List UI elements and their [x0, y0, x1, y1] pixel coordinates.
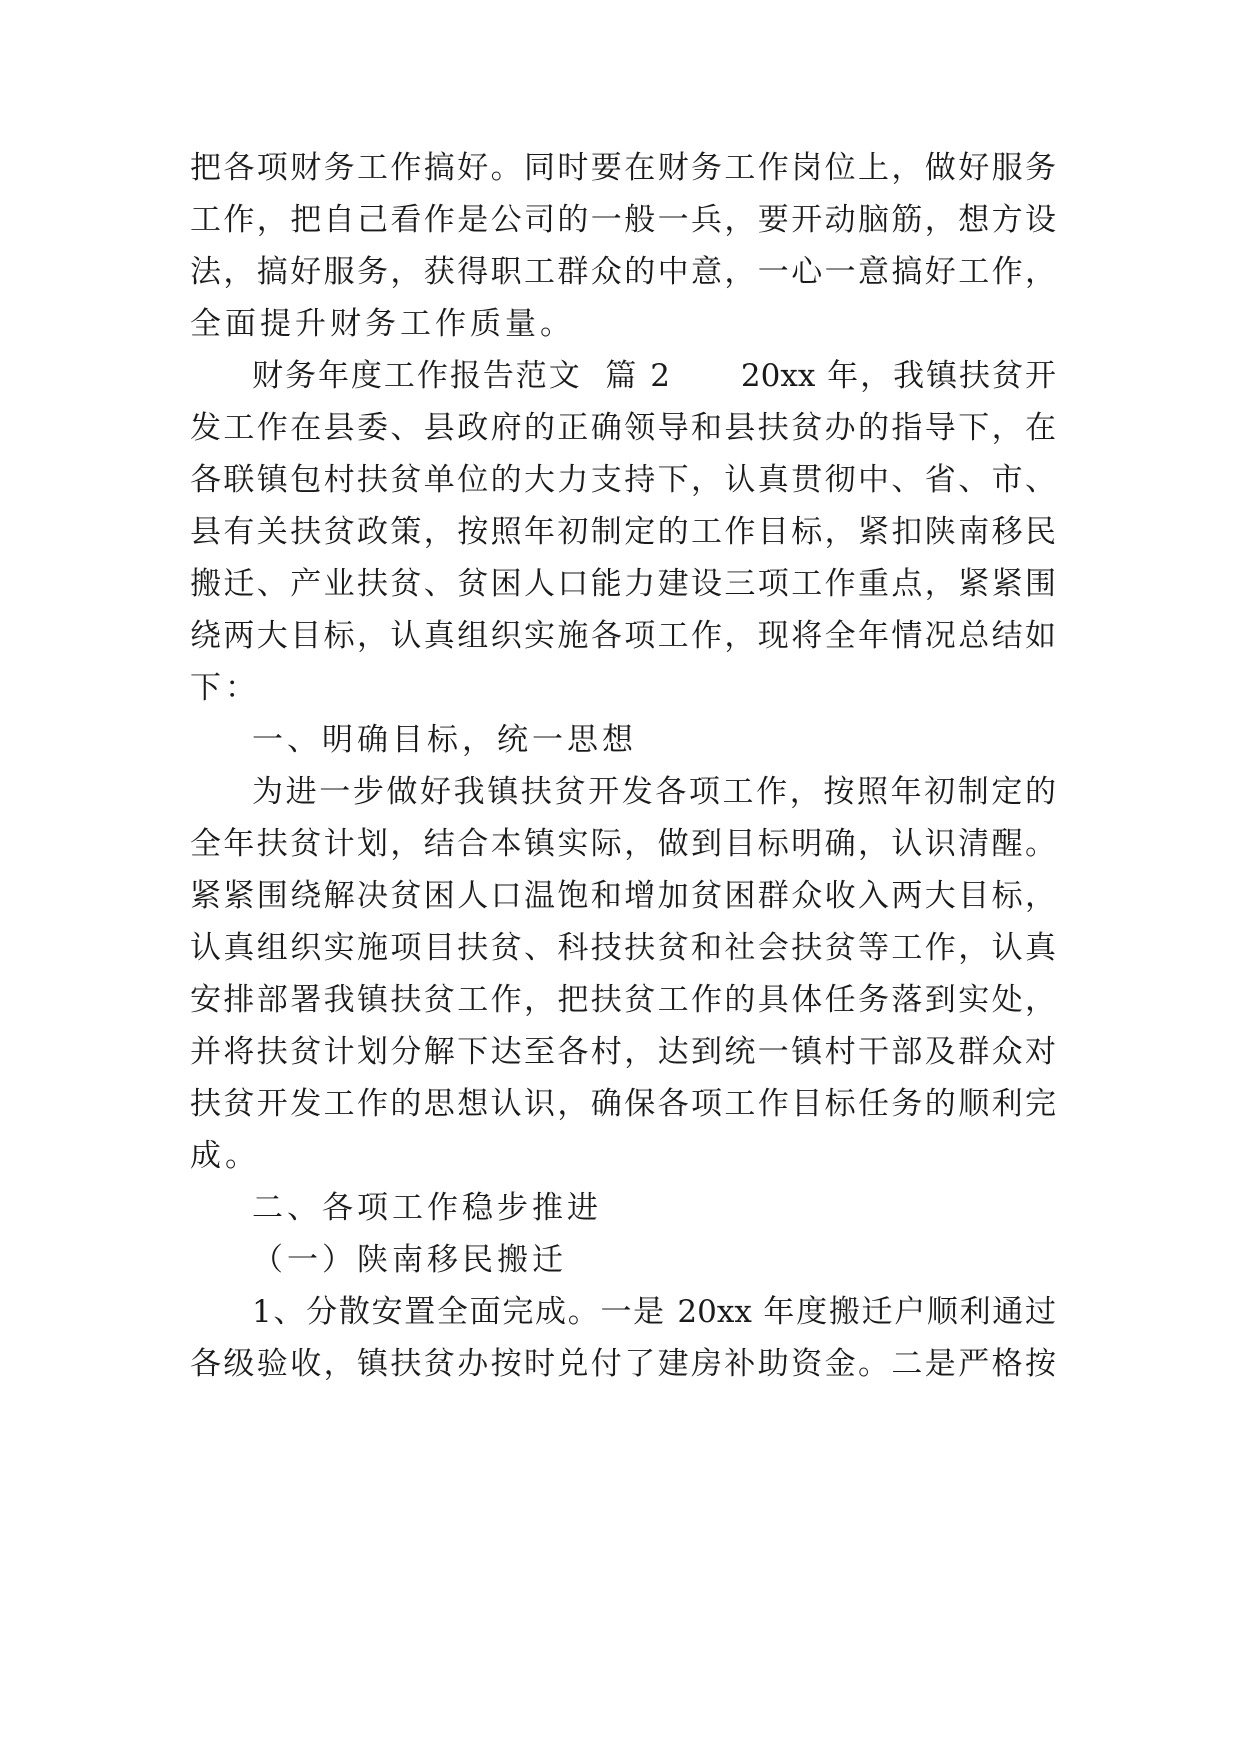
text-line: 成。 — [190, 1138, 260, 1174]
text-line: 搬迁、产业扶贫、贫困人口能力建设三项工作重点，紧紧围 — [190, 566, 1056, 602]
text-line: 工作，把自己看作是公司的一般一兵，要开动脑筋，想方设 — [190, 202, 1056, 238]
text-line: 为进一步做好我镇扶贫开发各项工作，按照年初制定的 — [252, 774, 1056, 810]
section-heading: 二、各项工作稳步推进 — [252, 1190, 602, 1226]
text-line: 绕两大目标，认真组织实施各项工作，现将全年情况总结如 — [190, 618, 1056, 654]
text-line: 各级验收，镇扶贫办按时兑付了建房补助资金。二是严格按 — [190, 1346, 1056, 1382]
text-line: 法，搞好服务，获得职工群众的中意，一心一意搞好工作， — [190, 254, 1056, 290]
text-line: 认真组织实施项目扶贫、科技扶贫和社会扶贫等工作，认真 — [190, 930, 1056, 966]
text-line: 全年扶贫计划，结合本镇实际，做到目标明确，认识清醒。 — [190, 826, 1056, 862]
section-heading: 一、明确目标，统一思想 — [252, 722, 637, 758]
text-line: 下： — [190, 670, 260, 706]
text-line: 紧紧围绕解决贫困人口温饱和增加贫困群众收入两大目标， — [190, 878, 1056, 914]
text-line: 并将扶贫计划分解下达至各村，达到统一镇村干部及群众对 — [190, 1034, 1056, 1070]
section-heading-line: 财务年度工作报告范文 篇 2 20xx 年，我镇扶贫开 — [252, 358, 1056, 394]
text-line: 全面提升财务工作质量。 — [190, 306, 575, 342]
text-line: 县有关扶贫政策，按照年初制定的工作目标，紧扣陕南移民 — [190, 514, 1056, 550]
text-line: 把各项财务工作搞好。同时要在财务工作岗位上，做好服务 — [190, 150, 1056, 186]
text-line: 各联镇包村扶贫单位的大力支持下，认真贯彻中、省、市、 — [190, 462, 1056, 498]
text-line: 1、分散安置全面完成。一是 20xx 年度搬迁户顺利通过 — [252, 1294, 1056, 1330]
text-line: 安排部署我镇扶贫工作，把扶贫工作的具体任务落到实处， — [190, 982, 1056, 1018]
subsection-heading: （一）陕南移民搬迁 — [252, 1242, 567, 1278]
text-line: 扶贫开发工作的思想认识，确保各项工作目标任务的顺利完 — [190, 1086, 1056, 1122]
text-line: 发工作在县委、县政府的正确领导和县扶贫办的指导下，在 — [190, 410, 1056, 446]
